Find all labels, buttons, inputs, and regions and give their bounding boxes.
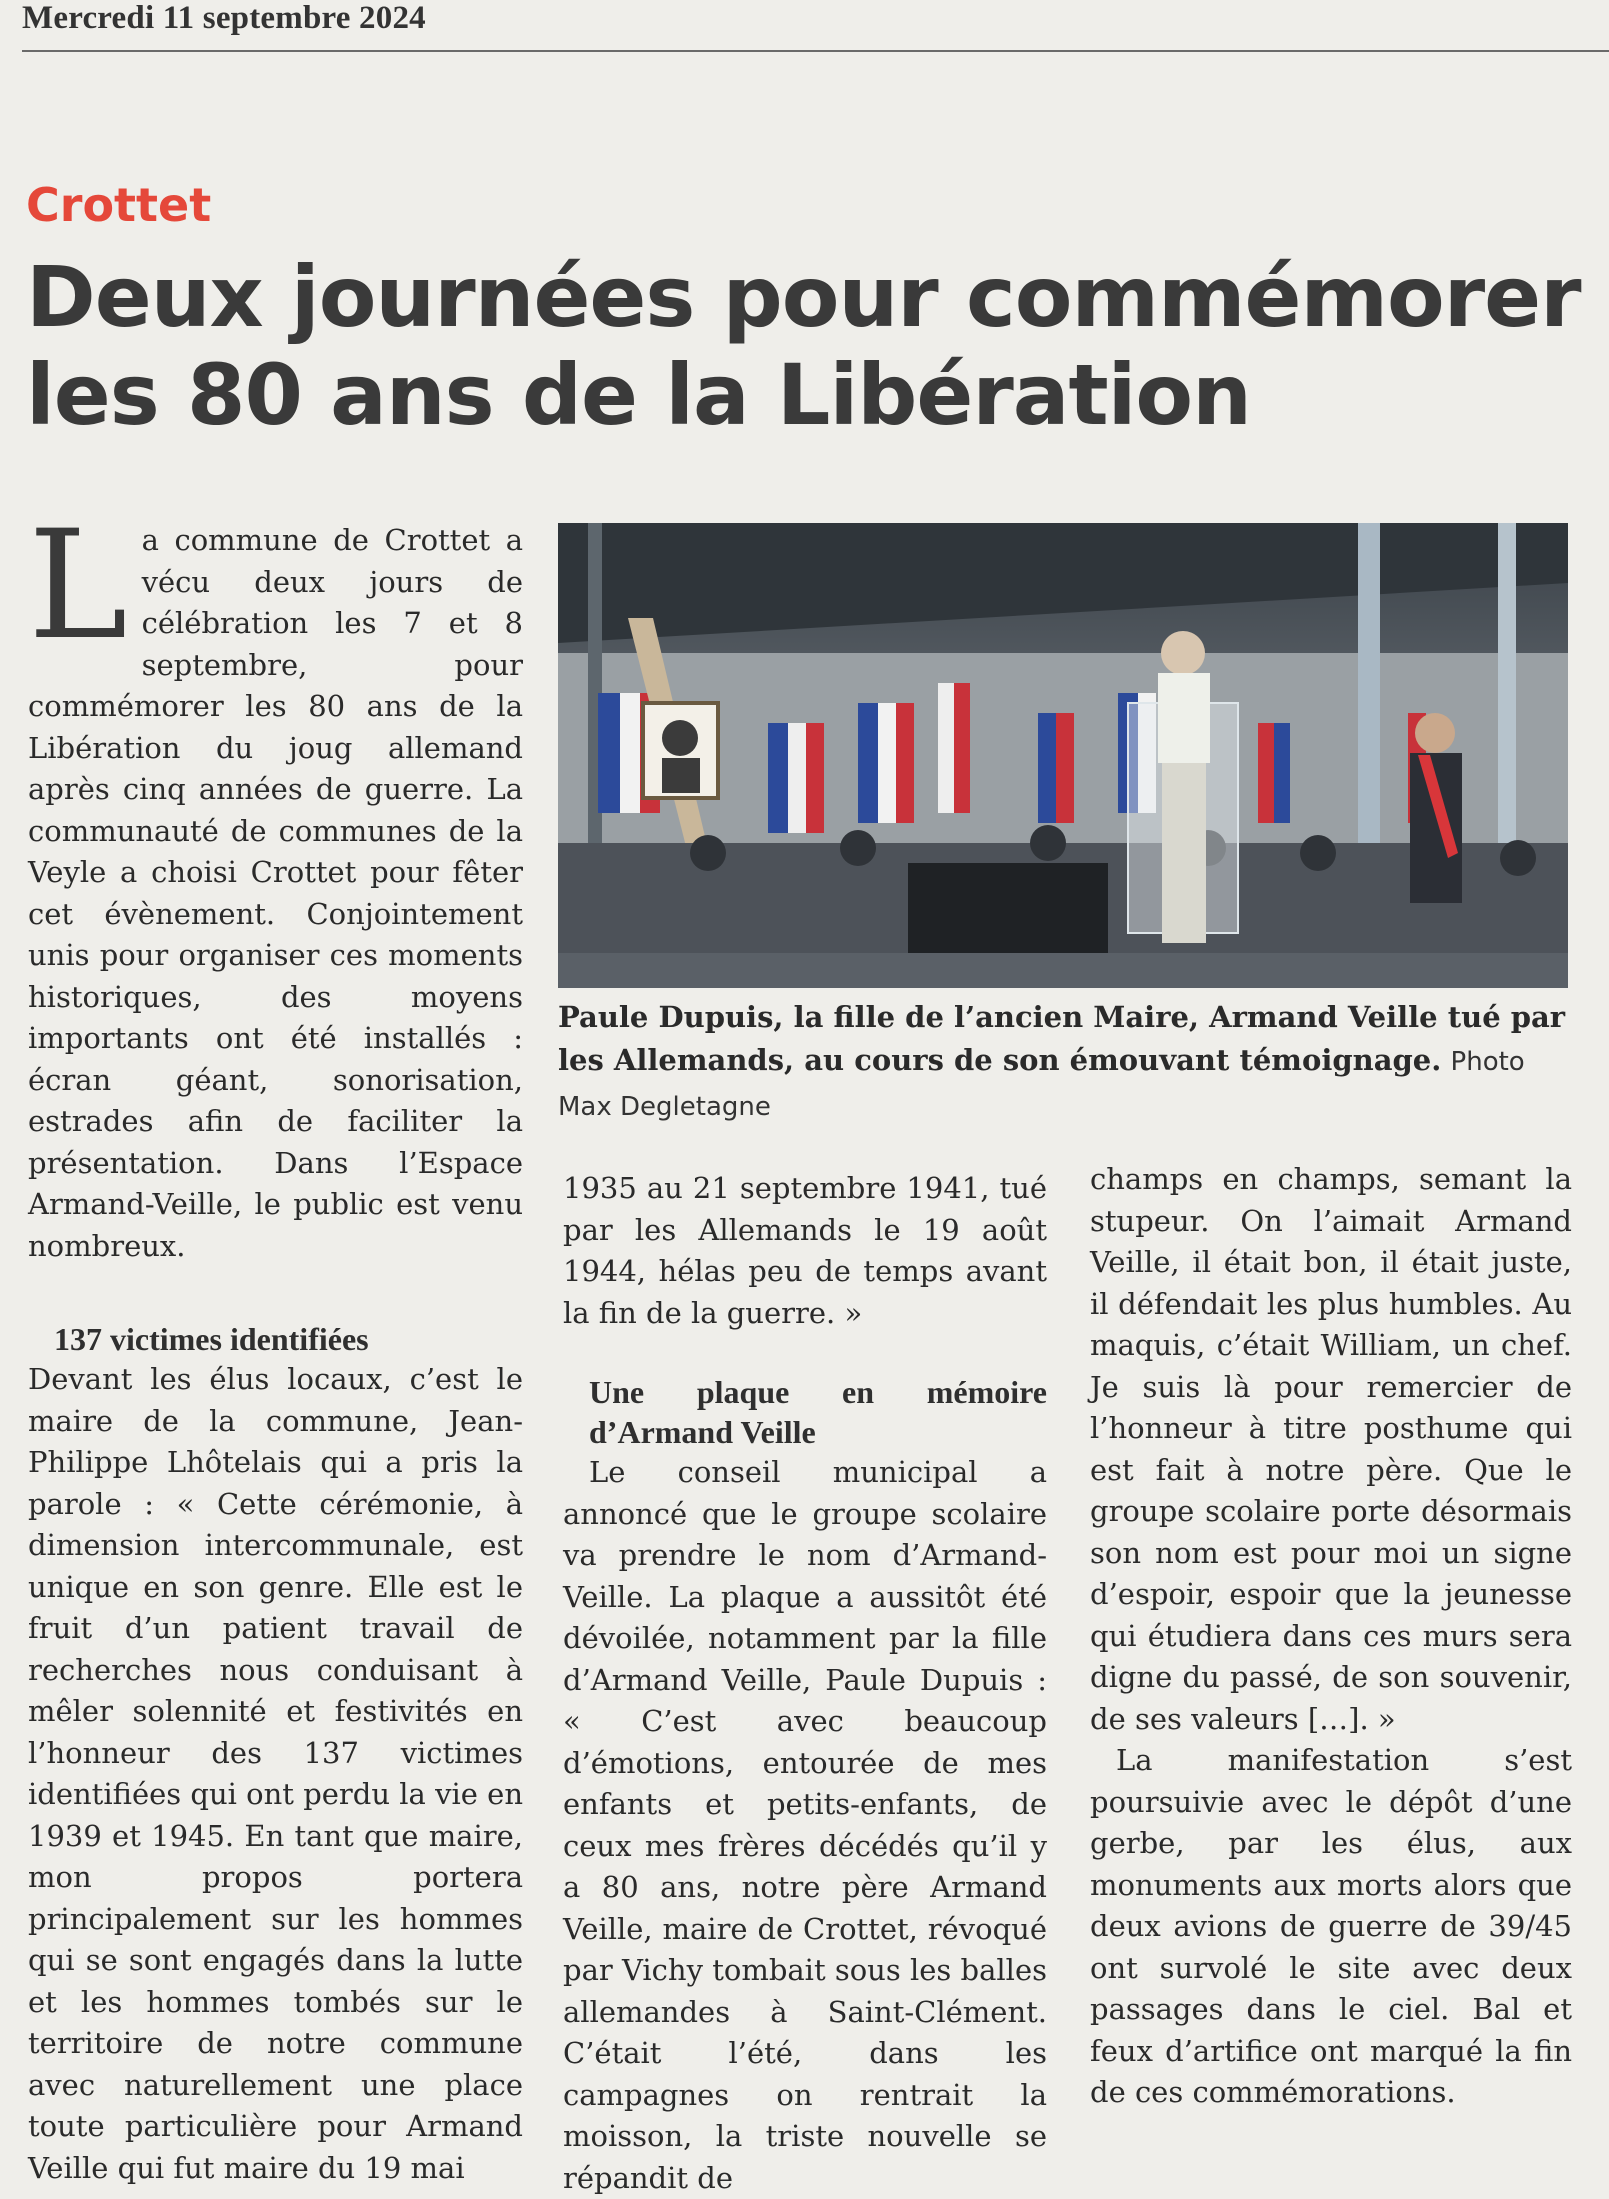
issue-date: Mercredi 11 septembre 2024 [22, 0, 426, 36]
drop-cap: L [28, 499, 128, 673]
lead-paragraph [28, 499, 523, 1267]
photo-caption [558, 996, 1568, 1129]
column-3-paragraph-1: champs en champs, semant la stupeur. On l’aimait Armand Veille, il était bon, il était juste, il défendait les plus humbles. Au maquis, c’était William, un chef. Je suis là pour remercier de l’honneur à titre posthume qui est fait à notre père. Que le groupe scolaire porte désormais son nom est pour moi un signe d’espoir, espoir que la jeunesse qui étudiera dans ces murs sera digne du passé, de son souvenir, de ses valeurs […]. » [1090, 1162, 1572, 1736]
column-3 [1090, 1159, 1572, 2114]
caption-text: Paule Dupuis, la fille de l’ancien Maire, Armand Veille tué par les Allemands, au cours de son émouvant témoignage. [558, 1000, 1566, 1077]
header-rule [22, 50, 1609, 52]
body-paragraph: Devant les élus locaux, c’est le maire de la commune, Jean-Philippe Lhôtelais qui a pris la parole : « Cette cérémonie, à dimension intercommunale, est unique en son genre. Elle est le fruit d’un patient travail de recherches nous conduisant à mêler solennité et festivités en l’honneur des 137 victimes identifiées qui ont perdu la vie en 1939 et 1945. En tant que maire, mon propos portera principalement sur les hommes qui se sont engagés dans la lutte et les hommes tombés sur le territoire de notre commune avec naturellement une place toute particulière pour Armand Veille qui fut maire du 19 mai [28, 1362, 523, 2185]
subhead-victims: 137 victimes identifiées [54, 1321, 369, 1357]
article-headline: Deux journées pour commémorer les 80 ans de la Libération [26, 248, 1581, 444]
subhead-plaque: Une plaque en mémoire d’Armand Veille [589, 1374, 1047, 1450]
ceremony-photo-illustration [558, 523, 1568, 988]
column-1 [28, 499, 523, 2189]
column-2 [563, 1168, 1047, 2199]
column-2-paragraph-1: 1935 au 21 septembre 1941, tué par les Allemands le 19 août 1944, hélas peu de temps avant la fin de la guerre. » [563, 1171, 1047, 1330]
column-2-paragraph-2: Le conseil municipal a annoncé que le groupe scolaire va prendre le nom d’Armand-Veille. La plaque a aussitôt été dévoilée, notamment par la fille d’Armand Veille, Paule Dupuis : « C’est avec beaucoup d’émotions, entourée de mes enfants et petits-enfants, de ceux mes frères décédés qu’il y a 80 ans, notre père Armand Veille, maire de Crottet, révoqué par Vichy tombait sous les balles allemandes à Saint-Clément. C’était l’été, dans les campagnes on rentrait la moisson, la triste nouvelle se répandit de [563, 1455, 1047, 2195]
photo-credit: Photo Max Degletagne [558, 1047, 1525, 1122]
ceremony-photo [558, 523, 1568, 988]
lead-text: a commune de Crottet a vécu deux jours de célébration les 7 et 8 septembre, pour commémorer les 80 ans de la Libération du joug allemand après cinq années de guerre. La communauté de communes de la Veyle a choisi Crottet pour fêter cet évènement. Conjointement unis pour organiser ces moments historiques, des moyens importants ont été installés : écran géant, sonorisation, estrades afin de faciliter la présentation. Dans l’Espace Armand-Veille, le public est venu nombreux. [28, 523, 523, 1263]
column-3-paragraph-2: La manifestation s’est poursuivie avec le dépôt d’une gerbe, par les élus, aux monuments aux morts alors que deux avions de guerre de 39/45 ont survolé le site avec deux passages dans le ciel. Bal et feux d’artifice ont marqué la fin de ces commémorations. [1090, 1743, 1572, 2109]
section-kicker: Crottet [26, 178, 212, 232]
